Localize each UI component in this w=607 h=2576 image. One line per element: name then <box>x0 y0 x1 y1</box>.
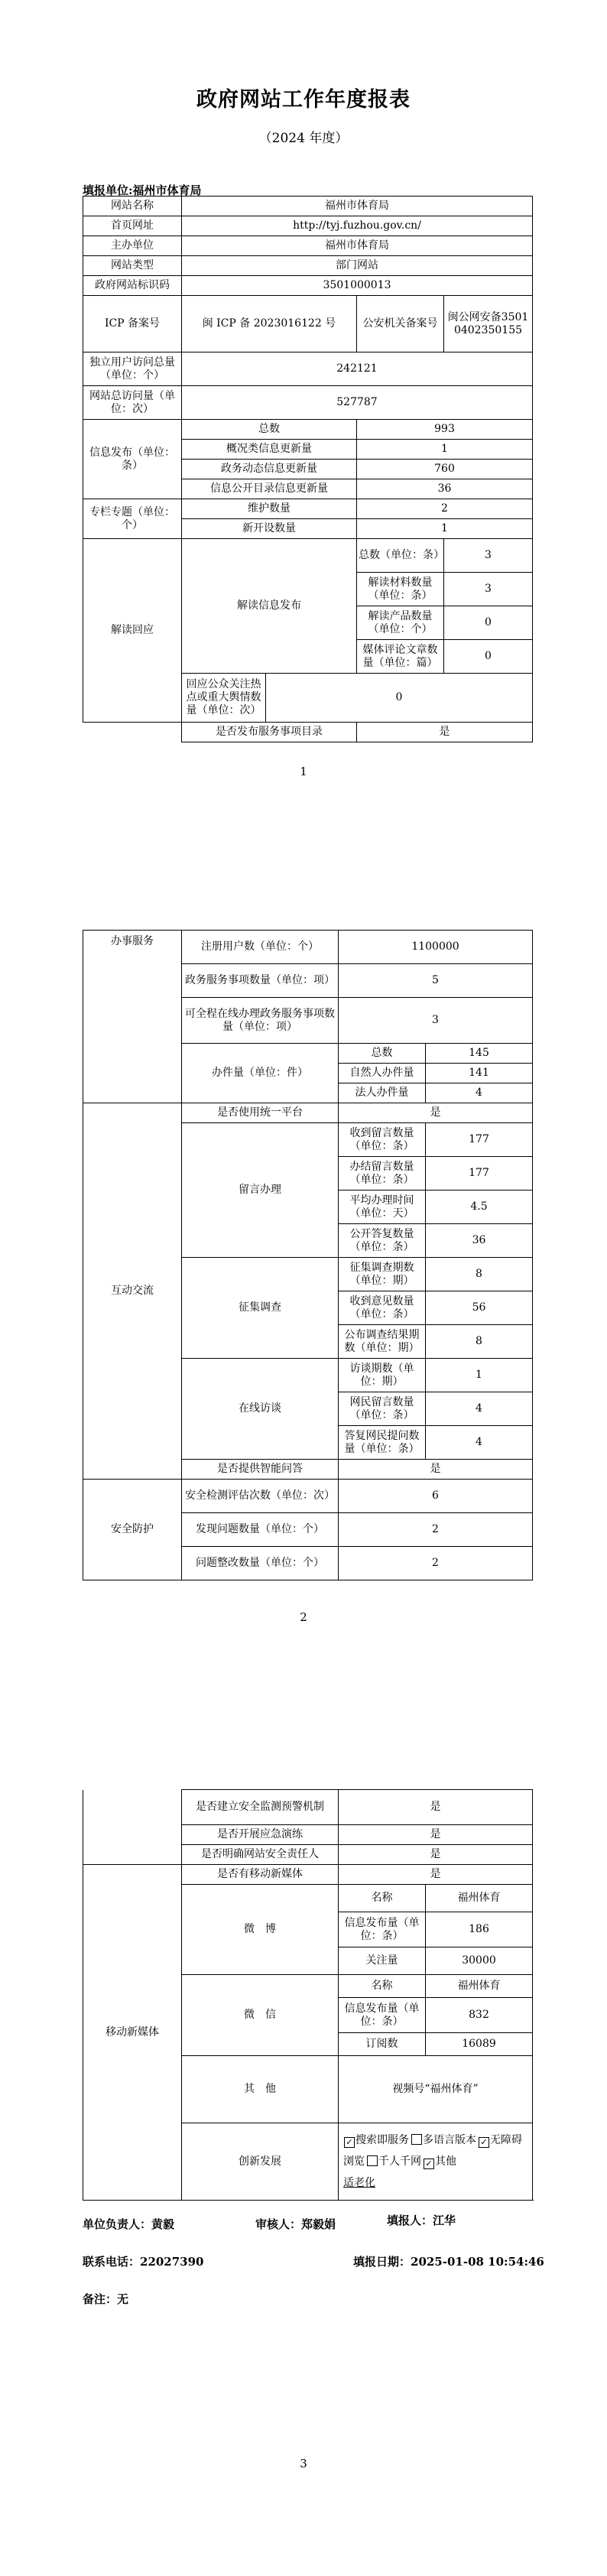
page-number: 3 <box>300 2457 307 2470</box>
row-label: 政务动态信息更新量 <box>182 460 357 479</box>
cell-value: 36 <box>357 479 533 499</box>
row-label: 是否使用统一平台 <box>182 1103 339 1123</box>
cell-value: 是 <box>339 1460 533 1480</box>
cell-value: 福州市体育局 <box>182 197 533 216</box>
row-label: 平均办理时间（单位：天） <box>339 1191 426 1224</box>
cell-value: 是 <box>339 1845 533 1865</box>
row-label: 总数 <box>339 1044 426 1064</box>
row-label: 公布调查结果期数（单位：期） <box>339 1325 426 1359</box>
cell-value: 3 <box>339 998 533 1044</box>
cell-value: 1 <box>357 440 533 460</box>
cell-value: 527787 <box>182 386 533 420</box>
cell-value: 闽 ICP 备 2023016122 号 <box>182 296 357 352</box>
row-label: 独立用户访问总量（单位：个） <box>83 352 182 386</box>
row-label: 征集调查 <box>182 1258 339 1359</box>
row-label: ICP 备案号 <box>83 296 182 352</box>
cell-value: 1100000 <box>339 931 533 964</box>
row-label: 是否发布服务事项目录 <box>182 723 357 742</box>
row-label: 网站总访问量（单位：次） <box>83 386 182 420</box>
cell-value: 福州市体育局 <box>182 236 533 256</box>
cell-value: 3501000013 <box>182 276 533 296</box>
cell-value: 993 <box>357 420 533 440</box>
row-label: 关注量 <box>339 1947 426 1975</box>
row-label: 媒体评论文章数量（单位：篇） <box>357 640 444 674</box>
row-label: 其 他 <box>182 2056 339 2123</box>
cell-value: 6 <box>339 1480 533 1513</box>
row-label: 访谈期数（单位：期） <box>339 1359 426 1392</box>
row-label: 收到意见数量（单位：条） <box>339 1291 426 1325</box>
cell-value: 4 <box>426 1426 533 1460</box>
option-label: 无障碍浏览 <box>343 2134 522 2168</box>
cell-value: 是 <box>339 1790 533 1825</box>
cell-value: 832 <box>426 1998 533 2033</box>
row-label: 是否明确网站安全责任人 <box>182 1845 339 1865</box>
reviewer: 审核人：郑毅娟 <box>255 2217 336 2231</box>
unit-leader: 单位负责人：黄毅 <box>83 2217 175 2231</box>
report-title: 政府网站工作年度报表 <box>196 88 411 112</box>
cell-value: 部门网站 <box>182 256 533 276</box>
cell-value: 视频号“福州体育” <box>339 2056 533 2123</box>
row-label: 解读材料数量（单位：条） <box>357 573 444 606</box>
row-label: 回应公众关注热点或重大舆情数量（单位：次） <box>182 674 266 723</box>
cell-value: 8 <box>426 1325 533 1359</box>
cell-value: 2 <box>357 499 533 519</box>
row-label: 名称 <box>339 1885 426 1912</box>
row-label: 信息发布量（单位：条） <box>339 1912 426 1947</box>
option-label: 千人千网 <box>378 2155 421 2168</box>
row-label: 网民留言数量（单位：条） <box>339 1392 426 1426</box>
row-label: 微 信 <box>182 1975 339 2056</box>
row-label: 在线访谈 <box>182 1359 339 1460</box>
cell-value: 是 <box>357 723 533 742</box>
row-label: 信息发布量（单位：条） <box>339 1998 426 2033</box>
cell-value: 4.5 <box>426 1191 533 1224</box>
row-label: 创新发展 <box>182 2123 339 2201</box>
row-label: 解读信息发布 <box>182 539 357 674</box>
cell-value: 36 <box>426 1224 533 1258</box>
row-label: 是否有移动新媒体 <box>182 1865 339 1885</box>
checkbox[interactable]: ✓ <box>479 2137 489 2148</box>
row-label: 首页网址 <box>83 216 182 236</box>
row-label: 互动交流 <box>83 1103 182 1480</box>
row-label: 是否建立安全监测预警机制 <box>182 1790 339 1825</box>
option-label: 其他 <box>435 2155 456 2168</box>
cell-value: 1 <box>357 519 533 539</box>
cell-value: 1 <box>426 1359 533 1392</box>
filling-unit: 填报单位:福州市体育局 <box>83 184 202 197</box>
row-label: 公安机关备案号 <box>357 296 444 352</box>
row-label: 总数 <box>182 420 357 440</box>
report-table-page-1 <box>83 196 533 742</box>
row-label: 法人办件量 <box>339 1083 426 1103</box>
row-label: 自然人办件量 <box>339 1064 426 1083</box>
row-label: 收到留言数量（单位：条） <box>339 1123 426 1157</box>
cell-value: 2 <box>339 1547 533 1580</box>
cell-value: 5 <box>339 964 533 998</box>
row-label: 办结留言数量（单位：条） <box>339 1157 426 1191</box>
cell-value: 4 <box>426 1083 533 1103</box>
row-label: 名称 <box>339 1975 426 1998</box>
cell-value: 145 <box>426 1044 533 1064</box>
cell-value: 闽公网安备35010402350155 <box>444 296 533 352</box>
cell-value: 30000 <box>426 1947 533 1975</box>
row-label: 安全检测评估次数（单位：次） <box>182 1480 339 1513</box>
cell-value: 760 <box>357 460 533 479</box>
row-label: 订阅数 <box>339 2033 426 2056</box>
cell-value: 0 <box>266 674 533 723</box>
contact-phone: 联系电话：22027390 <box>83 2255 204 2269</box>
option-label: 多语言版本 <box>423 2134 476 2146</box>
row-label: 解读产品数量（单位：个） <box>357 606 444 640</box>
cell-value: 242121 <box>182 352 533 386</box>
checkbox[interactable] <box>367 2155 378 2166</box>
row-label: 答复网民提问数量（单位：条） <box>339 1426 426 1460</box>
cell-value: 2 <box>339 1513 533 1547</box>
fill-date: 填报日期：2025-01-08 10:54:46 <box>353 2255 544 2269</box>
row-label: 是否提供智能问答 <box>182 1460 339 1480</box>
cell-value: 福州体育 <box>426 1885 533 1912</box>
row-label: 可全程在线办理政务服务事项数量（单位：项） <box>182 998 339 1044</box>
cell-value: 8 <box>426 1258 533 1291</box>
cell-value: 177 <box>426 1157 533 1191</box>
cell-value: 16089 <box>426 2033 533 2056</box>
row-label: 信息公开目录信息更新量 <box>182 479 357 499</box>
innovation-options <box>339 2123 533 2201</box>
row-label: 信息发布（单位：条） <box>83 420 182 499</box>
cell-value: 是 <box>339 1825 533 1845</box>
row-label: 专栏专题（单位：个） <box>83 499 182 539</box>
home-url-link[interactable]: http://tyj.fuzhou.gov.cn/ <box>182 216 533 236</box>
row-label: 网站类型 <box>83 256 182 276</box>
filler: 填报人：江华 <box>387 2214 456 2227</box>
row-label: 问题整改数量（单位：个） <box>182 1547 339 1580</box>
row-label: 留言办理 <box>182 1123 339 1258</box>
row-label: 办件量（单位：件） <box>182 1044 339 1103</box>
cell-value: 186 <box>426 1912 533 1947</box>
checkbox[interactable]: ✓ <box>424 2159 434 2169</box>
cell-value: 0 <box>444 640 533 674</box>
report-table-page-2 <box>83 930 533 1580</box>
row-label: 解读回应 <box>83 539 182 723</box>
row-label: 征集调查期数（单位：期） <box>339 1258 426 1291</box>
row-label: 注册用户数（单位：个） <box>182 931 339 964</box>
row-label: 安全防护 <box>83 1480 182 1580</box>
row-label: 公开答复数量（单位：条） <box>339 1224 426 1258</box>
page-number: 2 <box>300 1610 307 1624</box>
report-year: （2024 年度） <box>258 131 349 146</box>
cell-value: 141 <box>426 1064 533 1083</box>
cell-value: 是 <box>339 1103 533 1123</box>
row-label: 政府网站标识码 <box>83 276 182 296</box>
option-other[interactable] <box>423 2155 456 2168</box>
row-label: 概况类信息更新量 <box>182 440 357 460</box>
row-label: 是否开展应急演练 <box>182 1825 339 1845</box>
row-label: 移动新媒体 <box>83 1865 182 2201</box>
cell-value: 56 <box>426 1291 533 1325</box>
row-label: 新开设数量 <box>182 519 357 539</box>
cell-value: 0 <box>444 606 533 640</box>
checkbox[interactable]: ✓ <box>344 2137 355 2148</box>
cell-value: 福州体育 <box>426 1975 533 1998</box>
row-label: 发现问题数量（单位：个） <box>182 1513 339 1547</box>
report-table-page-3 <box>83 1789 533 2201</box>
option-other-detail: 适老化 <box>343 2177 375 2189</box>
option-personalized[interactable] <box>366 2155 421 2168</box>
cell-value: 3 <box>444 539 533 573</box>
remarks: 备注：无 <box>83 2292 129 2306</box>
cell-value: 是 <box>339 1865 533 1885</box>
row-label: 总数（单位：条） <box>357 539 444 573</box>
row-label: 政务服务事项数量（单位：项） <box>182 964 339 998</box>
option-label: 搜索即服务 <box>355 2134 409 2146</box>
option-multilingual[interactable] <box>411 2134 476 2146</box>
row-label: 微 博 <box>182 1885 339 1975</box>
row-label: 办事服务 <box>83 931 182 1103</box>
cell-value: 4 <box>426 1392 533 1426</box>
row-label: 网站名称 <box>83 197 182 216</box>
cell-value: 3 <box>444 573 533 606</box>
row-label: 维护数量 <box>182 499 357 519</box>
page-number: 1 <box>300 765 307 778</box>
option-search-service[interactable] <box>343 2134 409 2146</box>
cell-value: 177 <box>426 1123 533 1157</box>
row-label: 主办单位 <box>83 236 182 256</box>
checkbox[interactable] <box>411 2134 422 2145</box>
